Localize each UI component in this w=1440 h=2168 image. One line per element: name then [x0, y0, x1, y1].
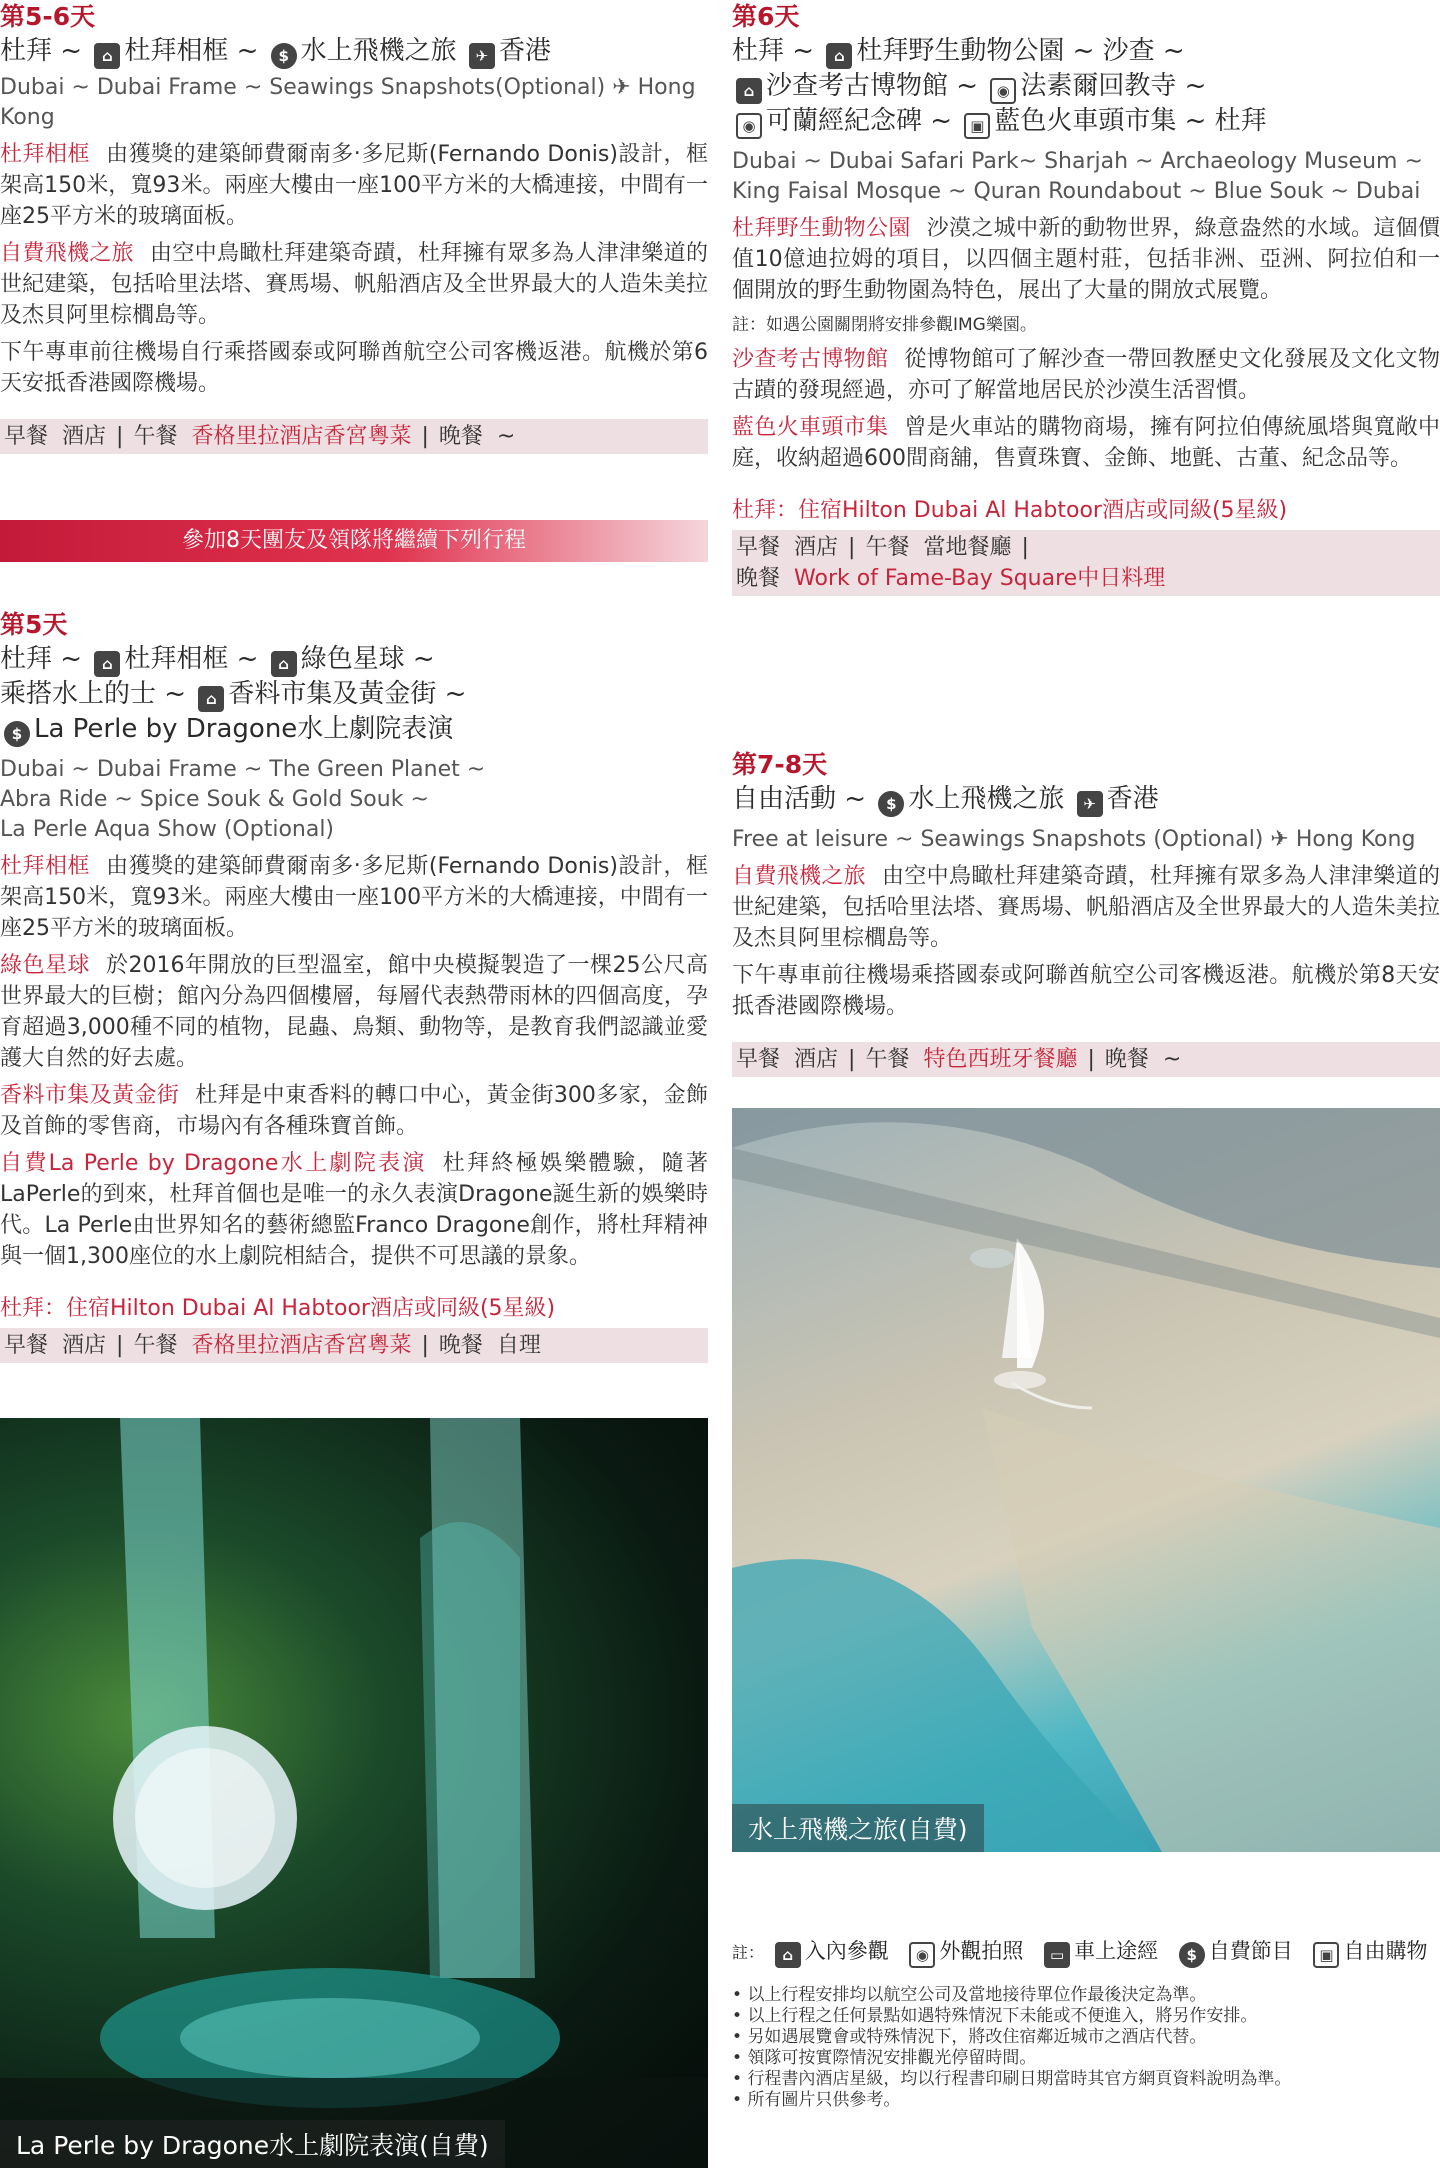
route-en: King Faisal Mosque ~ Quran Roundabout ~ Blue Souk ~ Dubai — [732, 179, 1421, 204]
house-icon: ⌂ — [826, 43, 852, 69]
paragraph: 香料市集及黃金街 杜拜是中東香料的轉口中心，黃金街300多家，金飾及首飾的零售商，市場內有各種珠寶首飾。 — [0, 1083, 708, 1139]
route-zh: 杜拜 ~ ⌂ 杜拜野生動物公園 ~ 沙查 ~ — [732, 34, 1440, 69]
route-zh: ◉ 可蘭經紀念碑 ~ ▣ 藍色火車頭市集 ~ 杜拜 — [732, 104, 1440, 139]
airplane-icon: ✈ — [1077, 791, 1103, 817]
route-zh: 杜拜 ~ ⌂ 杜拜相框 ~ $ 水上飛機之旅 ✈ 香港 — [0, 34, 708, 69]
route-zh: ⌂ 沙查考古博物館 ~ ◉ 法素爾回教寺 ~ — [732, 69, 1440, 104]
house-icon: ⌂ — [271, 651, 297, 677]
park-note: 註：如遇公園關閉將安排參觀IMG樂園。 — [732, 315, 1037, 335]
route-en: Abra Ride ~ Spice Souk & Gold Souk ~ — [0, 787, 429, 812]
meal-bar: 早餐 酒店 | 午餐 當地餐廳 | 晚餐 Work of Fame-Bay Square中日料理 — [732, 530, 1440, 596]
camera-icon: ◉ — [990, 78, 1016, 104]
paragraph: 下午專車前往機場自行乘搭國泰或阿聯酋航空公司客機返港。航機於第6天安抵香港國際機場。 — [0, 340, 708, 396]
route-en: La Perle Aqua Show (Optional) — [0, 817, 335, 842]
route-zh: 自由活動 ~ $ 水上飛機之旅 ✈ 香港 — [732, 782, 1440, 817]
paragraph: 杜拜相框 由獲獎的建築師費爾南多‧多尼斯(Fernando Donis)設計，框架高150米，寬93米。兩座大樓由一座100平方米的大橋連接，中間有一座25平方米的玻璃面板。 — [0, 854, 708, 941]
route-en: Dubai ~ Dubai Frame ~ Seawings Snapshots(Optional) ✈ Hong Kong — [0, 75, 696, 130]
house-icon: ⌂ — [736, 78, 762, 104]
legend-item-pass: ▭ 車上途經 — [1040, 1935, 1158, 1968]
legend-label: 註： — [732, 1943, 765, 1962]
paragraph: 綠色星球 於2016年開放的巨型溫室，館中央模擬製造了一棵25公尺高世界最大的巨樹；館內分為四個樓層，每層代表熱帶雨林的四個高度，孕育超過3,000種不同的植物，昆蟲、鳥類、動物等，是教育我們認識並愛護大自然的好去處。 — [0, 953, 708, 1071]
paragraph: 杜拜野生動物公園 沙漠之城中新的動物世界，綠意盎然的水域。這個價值10億迪拉姆的項目，以四個主題村莊，包括非洲、亞洲、阿拉伯和一個開放的野生動物園為特色，展出了大量的開放式展覽。 — [732, 216, 1440, 303]
day-7-8-block — [732, 748, 1440, 1077]
route-zh: 杜拜 ~ ⌂ 杜拜相框 ~ ⌂ 綠色星球 ~ — [0, 642, 708, 677]
seaplane-aerial-photo — [732, 1108, 1440, 1852]
meal-bar: 早餐 酒店 | 午餐 特色西班牙餐廳 | 晚餐 ~ — [732, 1042, 1440, 1077]
dollar-coin-icon: $ — [4, 721, 30, 747]
day-5-block — [0, 608, 708, 1363]
camera-icon: ◉ — [909, 1942, 935, 1968]
camera-icon: ◉ — [736, 113, 762, 139]
bus-icon: ▭ — [1044, 1942, 1070, 1968]
note-item: • 所有圖片只供參考。 — [732, 2090, 1432, 2111]
notes-list — [732, 1985, 1432, 2111]
day-title: 第7-8天 — [732, 750, 828, 779]
note-item: • 行程書內酒店星級，均以行程書印刷日期當時其官方網頁資料說明為準。 — [732, 2069, 1432, 2090]
note-item: • 以上行程安排均以航空公司及當地接待單位作最後決定為準。 — [732, 1985, 1432, 2006]
paragraph: 藍色火車頭市集 曾是火車站的購物商場，擁有阿拉伯傳統風塔與寬敞中庭，收納超過600間商舖，售賣珠寶、金飾、地氈、古董、紀念品等。 — [732, 415, 1440, 471]
legend-item-optional: $ 自費節目 — [1175, 1935, 1293, 1968]
house-icon: ⌂ — [94, 43, 120, 69]
note-item: • 以上行程之任何景點如遇特殊情況下未能或不便進入，將另作安排。 — [732, 2006, 1432, 2027]
day-5-6-block — [0, 0, 708, 454]
note-item: • 領隊可按實際情況安排觀光停留時間。 — [732, 2048, 1432, 2069]
dollar-coin-icon: $ — [271, 43, 297, 69]
paragraph: 下午專車前往機場乘搭國泰或阿聯酋航空公司客機返港。航機於第8天安抵香港國際機場。 — [732, 963, 1440, 1019]
paragraph: 杜拜相框 由獲獎的建築師費爾南多‧多尼斯(Fernando Donis)設計，框架高150米，寬93米。兩座大樓由一座100平方米的大橋連接，中間有一座25平方米的玻璃面板。 — [0, 142, 708, 229]
hotel-info: 杜拜：住宿Hilton Dubai Al Habtoor酒店或同級(5星級) — [0, 1296, 556, 1321]
dollar-coin-icon: $ — [878, 791, 904, 817]
legend-item-photo: ◉ 外觀拍照 — [905, 1935, 1023, 1968]
photo-caption: La Perle by Dragone水上劇院表演(自費) — [0, 2120, 505, 2168]
meal-bar: 早餐 酒店 | 午餐 香格里拉酒店香宮粵菜 | 晚餐 ~ — [0, 419, 708, 454]
legend-item-shopping: ▣ 自由購物 — [1309, 1935, 1427, 1968]
airplane-icon: ✈ — [469, 43, 495, 69]
day-title: 第6天 — [732, 2, 800, 31]
legend-item-enter: ⌂ 入內參觀 — [771, 1935, 889, 1968]
aqua-show-photo — [0, 1418, 708, 2168]
route-en: Dubai ~ Dubai Safari Park~ Sharjah ~ Archaeology Museum ~ — [732, 149, 1423, 174]
route-zh: $ La Perle by Dragone水上劇院表演 — [0, 712, 708, 747]
house-icon: ⌂ — [198, 686, 224, 712]
dollar-coin-icon: $ — [1179, 1942, 1205, 1968]
shopping-bag-icon: ▣ — [1313, 1942, 1339, 1968]
day-title: 第5-6天 — [0, 2, 96, 31]
photo-caption: 水上飛機之旅(自費) — [732, 1804, 984, 1852]
house-icon: ⌂ — [94, 651, 120, 677]
house-icon: ⌂ — [775, 1942, 801, 1968]
route-en: Free at leisure ~ Seawings Snapshots (Optional) ✈ Hong Kong — [732, 827, 1416, 852]
meal-bar: 早餐 酒店 | 午餐 香格里拉酒店香宮粵菜 | 晚餐 自理 — [0, 1328, 708, 1363]
continue-banner: 參加8天團友及領隊將繼續下列行程 — [0, 520, 708, 562]
paragraph: 自費飛機之旅 由空中鳥瞰杜拜建築奇蹟，杜拜擁有眾多為人津津樂道的世紀建築，包括哈里法塔、賽馬場、帆船酒店及全世界最大的人造朱美拉及杰貝阿里棕櫚島等。 — [732, 864, 1440, 951]
day-6-block — [732, 0, 1440, 596]
route-zh: 乘搭水上的士 ~ ⌂ 香料市集及黃金街 ~ — [0, 677, 708, 712]
paragraph: 自費飛機之旅 由空中鳥瞰杜拜建築奇蹟，杜拜擁有眾多為人津津樂道的世紀建築，包括哈里法塔、賽馬場、帆船酒店及全世界最大的人造朱美拉及杰貝阿里棕櫚島等。 — [0, 241, 708, 328]
hotel-info: 杜拜：住宿Hilton Dubai Al Habtoor酒店或同級(5星級) — [732, 498, 1288, 523]
note-item: • 另如遇展覽會或特殊情況下，將改住宿鄰近城市之酒店代替。 — [732, 2027, 1432, 2048]
day-title: 第5天 — [0, 610, 68, 639]
icon-legend — [732, 1935, 1440, 1968]
aqua-show-illustration — [0, 1418, 708, 2168]
paragraph: 沙查考古博物館 從博物館可了解沙查一帶回教歷史文化發展及文化文物古蹟的發現經過，亦可了解當地居民於沙漠生活習慣。 — [732, 347, 1440, 403]
aerial-illustration — [732, 1108, 1440, 1852]
route-en: Dubai ~ Dubai Frame ~ The Green Planet ~ — [0, 757, 486, 782]
shopping-bag-icon: ▣ — [964, 113, 990, 139]
paragraph: 自費La Perle by Dragone水上劇院表演 杜拜終極娛樂體驗，隨著LaPerle的到來，杜拜首個也是唯一的永久表演Dragone誕生新的娛樂時代。La Perle由世界知名的藝術總監Franco Dragone創作，將杜拜精神與一個1,300座位的水上劇院相結合，提供不可思議的景象。 — [0, 1151, 708, 1269]
